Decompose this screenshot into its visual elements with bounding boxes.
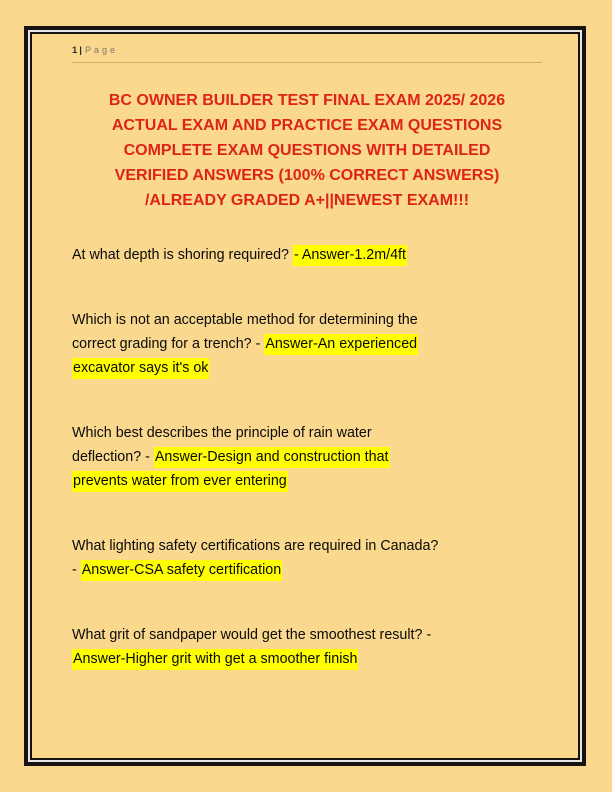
title-line: VERIFIED ANSWERS (100% CORRECT ANSWERS) [114, 167, 500, 184]
answer-highlight: Answer-An experienced [264, 334, 418, 355]
question-line [72, 558, 542, 582]
question-line [72, 332, 542, 356]
document-title [72, 88, 542, 213]
question-paragraph [72, 534, 542, 582]
title-line: ACTUAL EXAM AND PRACTICE EXAM QUESTIONS [111, 117, 503, 134]
page-label: Page [84, 45, 118, 55]
question-line [72, 647, 542, 671]
question-list [72, 243, 542, 671]
question-text: Which best describes the principle of rain water [72, 425, 372, 441]
question-paragraph [72, 243, 542, 267]
question-line [72, 469, 542, 493]
answer-highlight: Answer-Higher grit with get a smoother finish [72, 649, 358, 670]
question-text: Which is not an acceptable method for determining the [72, 312, 418, 328]
question-text: correct grading for a trench? - [72, 336, 265, 352]
answer-highlight: - Answer-1.2m/4ft [293, 245, 407, 266]
page-header [72, 38, 542, 63]
answer-highlight: prevents water from ever entering [72, 471, 288, 492]
answer-highlight: excavator says it's ok [72, 358, 209, 379]
page-number-separator: | [79, 45, 82, 56]
title-line: COMPLETE EXAM QUESTIONS WITH DETAILED [123, 142, 491, 159]
question-paragraph [72, 623, 542, 671]
question-paragraph [72, 421, 542, 493]
title-line: BC OWNER BUILDER TEST FINAL EXAM 2025/ 2026 [108, 92, 506, 109]
page-number: 1 [72, 45, 78, 56]
question-line [72, 534, 542, 558]
answer-highlight: Answer-Design and construction that [154, 447, 390, 468]
answer-highlight: Answer-CSA safety certification [81, 560, 282, 581]
page-content-area [30, 32, 580, 760]
question-text: What lighting safety certifications are required in Canada? [72, 538, 439, 554]
page-border-frame [24, 26, 586, 766]
question-text: - [72, 562, 81, 578]
title-line: /ALREADY GRADED A+||NEWEST EXAM!!! [144, 192, 470, 209]
question-text: What grit of sandpaper would get the smoothest result? - [72, 627, 432, 643]
question-line [72, 445, 542, 469]
question-paragraph [72, 308, 542, 380]
question-text: At what depth is shoring required? [72, 247, 293, 263]
question-line [72, 421, 542, 445]
question-line [72, 243, 542, 267]
question-text: deflection? - [72, 449, 154, 465]
question-line [72, 623, 542, 647]
question-line [72, 356, 542, 380]
question-line [72, 308, 542, 332]
